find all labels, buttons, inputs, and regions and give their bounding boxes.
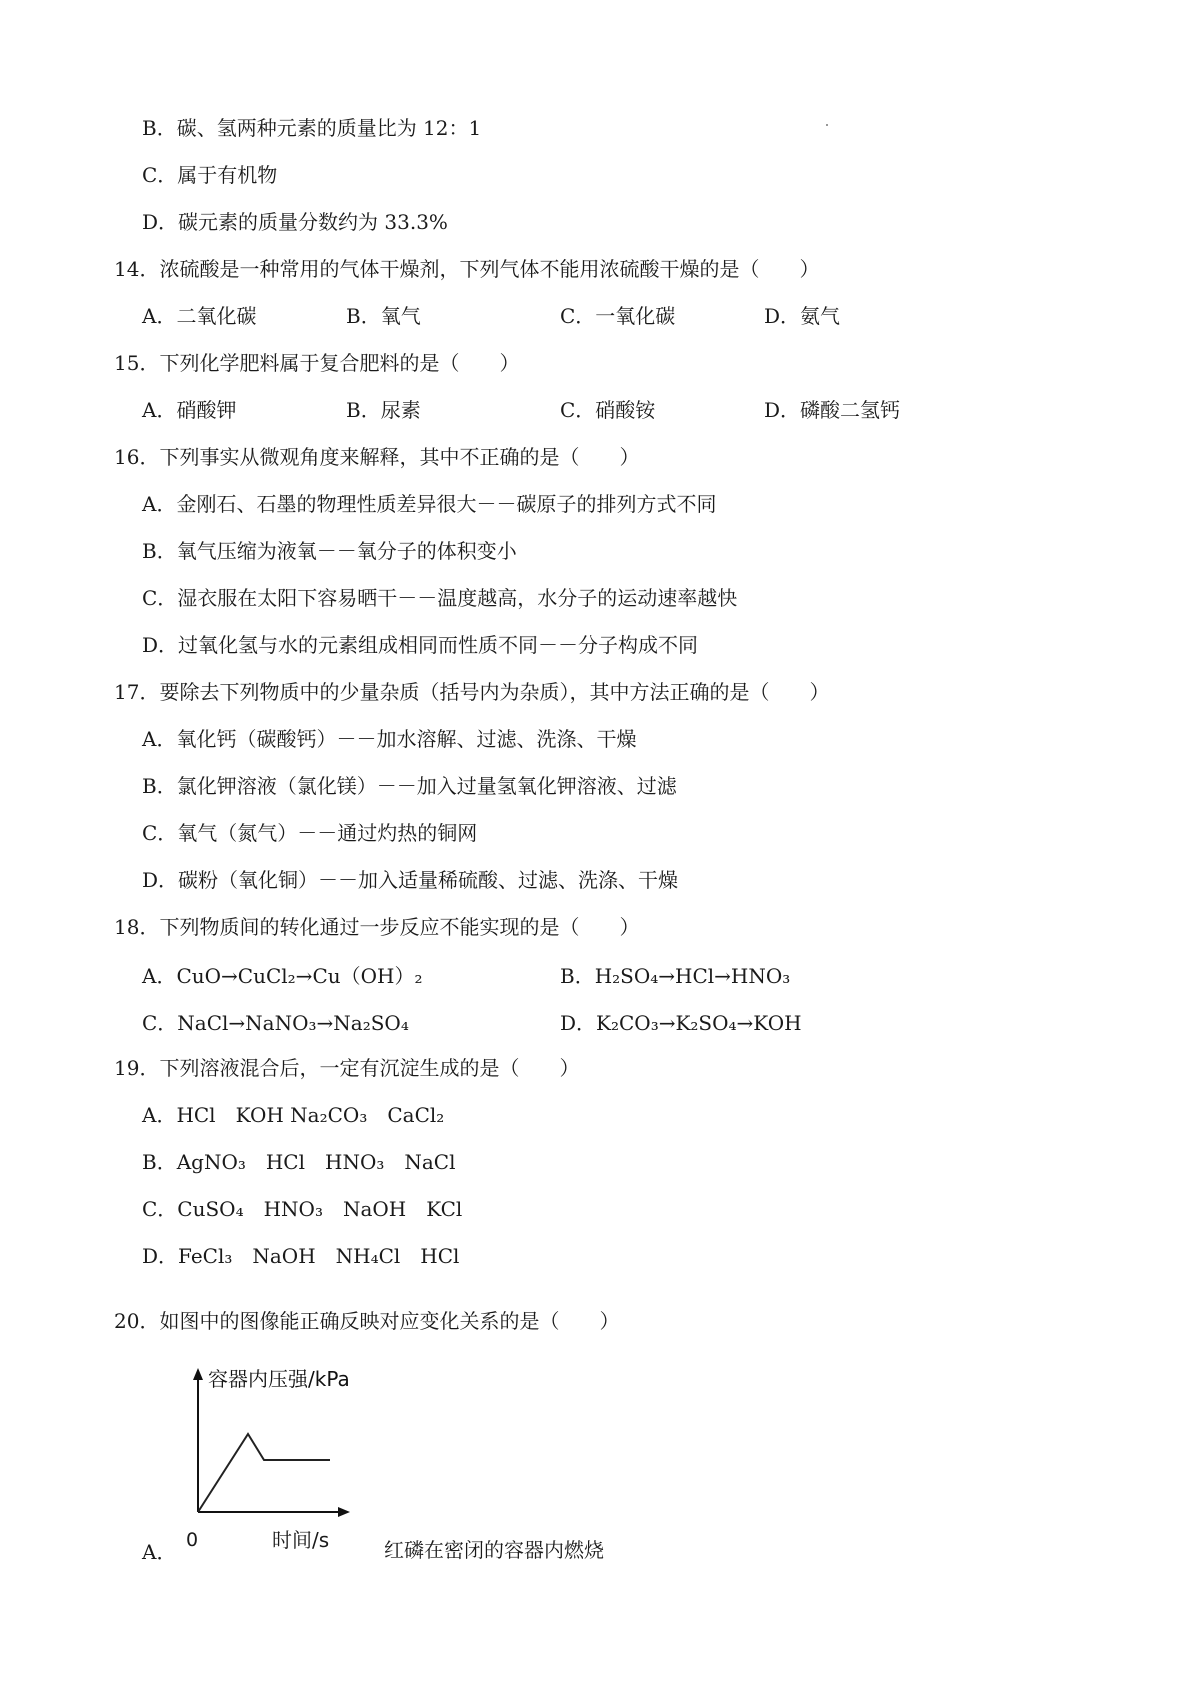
- pressure-time-graph: [180, 1362, 380, 1532]
- q17-stem: 17．要除去下列物质中的少量杂质（括号内为杂质），其中方法正确的是（ ）: [114, 680, 830, 704]
- stray-mark: [826, 124, 828, 126]
- q19-option-a[interactable]: A．HCl KOH Na₂CO₃ CaCl₂: [142, 1103, 445, 1127]
- q18-option-a[interactable]: A．CuO→CuCl₂→Cu（OH）₂: [142, 964, 423, 988]
- q15-option-d[interactable]: D．磷酸二氢钙: [764, 398, 901, 422]
- q15-stem: 15．下列化学肥料属于复合肥料的是（ ）: [114, 351, 520, 375]
- x-axis-label: 时间/s: [272, 1528, 330, 1552]
- q19-option-d[interactable]: D．FeCl₃ NaOH NH₄Cl HCl: [142, 1244, 460, 1268]
- q15-option-a[interactable]: A．硝酸钾: [142, 398, 237, 422]
- q14-stem: 14．浓硫酸是一种常用的气体干燥剂，下列气体不能用浓硫酸干燥的是（ ）: [114, 257, 820, 281]
- q16-option-d[interactable]: D．过氧化氢与水的元素组成相同而性质不同－－分子构成不同: [142, 633, 699, 657]
- q13-option-b[interactable]: B．碳、氢两种元素的质量比为 12：1: [142, 116, 482, 140]
- q17-option-c[interactable]: C．氧气（氮气）－－通过灼热的铜网: [142, 821, 478, 845]
- q14-option-a[interactable]: A．二氧化碳: [142, 304, 257, 328]
- y-axis-arrow: [193, 1368, 203, 1380]
- q17-option-d[interactable]: D．碳粉（氧化铜）－－加入适量稀硫酸、过滤、洗涤、干燥: [142, 868, 679, 892]
- q19-stem: 19．下列溶液混合后，一定有沉淀生成的是（ ）: [114, 1056, 580, 1080]
- q15-option-c[interactable]: C．硝酸铵: [560, 398, 656, 422]
- q20-option-a-label[interactable]: A．: [142, 1540, 177, 1564]
- q20-option-a-text[interactable]: 红磷在密闭的容器内燃烧: [384, 1538, 604, 1562]
- q18-option-b[interactable]: B．H₂SO₄→HCl→HNO₃: [560, 964, 791, 988]
- q13-option-c[interactable]: C．属于有机物: [142, 163, 278, 187]
- x-axis-arrow: [338, 1507, 350, 1517]
- q16-option-a[interactable]: A．金刚石、石墨的物理性质差异很大－－碳原子的排列方式不同: [142, 492, 717, 516]
- q14-option-d[interactable]: D．氨气: [764, 304, 841, 328]
- q13-option-d[interactable]: D．碳元素的质量分数约为 33.3%: [142, 210, 448, 234]
- q18-option-c[interactable]: C．NaCl→NaNO₃→Na₂SO₄: [142, 1011, 409, 1035]
- q19-option-b[interactable]: B．AgNO₃ HCl HNO₃ NaCl: [142, 1150, 456, 1174]
- q15-option-b[interactable]: B．尿素: [346, 398, 421, 422]
- pressure-curve: [198, 1434, 330, 1512]
- q16-option-c[interactable]: C．湿衣服在太阳下容易晒干－－温度越高，水分子的运动速率越快: [142, 586, 738, 610]
- q16-stem: 16．下列事实从微观角度来解释，其中不正确的是（ ）: [114, 445, 640, 469]
- q18-stem: 18．下列物质间的转化通过一步反应不能实现的是（ ）: [114, 915, 640, 939]
- q16-option-b[interactable]: B．氧气压缩为液氧－－氧分子的体积变小: [142, 539, 517, 563]
- y-axis-label: 容器内压强/kPa: [208, 1367, 350, 1391]
- q18-option-d[interactable]: D．K₂CO₃→K₂SO₄→KOH: [560, 1011, 802, 1035]
- q20-stem: 20．如图中的图像能正确反映对应变化关系的是（ ）: [114, 1309, 620, 1333]
- q19-option-c[interactable]: C．CuSO₄ HNO₃ NaOH KCl: [142, 1197, 463, 1221]
- q14-option-b[interactable]: B．氧气: [346, 304, 421, 328]
- graph-origin-label: 0: [186, 1529, 199, 1551]
- q14-option-c[interactable]: C．一氧化碳: [560, 304, 676, 328]
- q17-option-b[interactable]: B．氯化钾溶液（氯化镁）－－加入过量氢氧化钾溶液、过滤: [142, 774, 677, 798]
- q17-option-a[interactable]: A．氧化钙（碳酸钙）－－加水溶解、过滤、洗涤、干燥: [142, 727, 637, 751]
